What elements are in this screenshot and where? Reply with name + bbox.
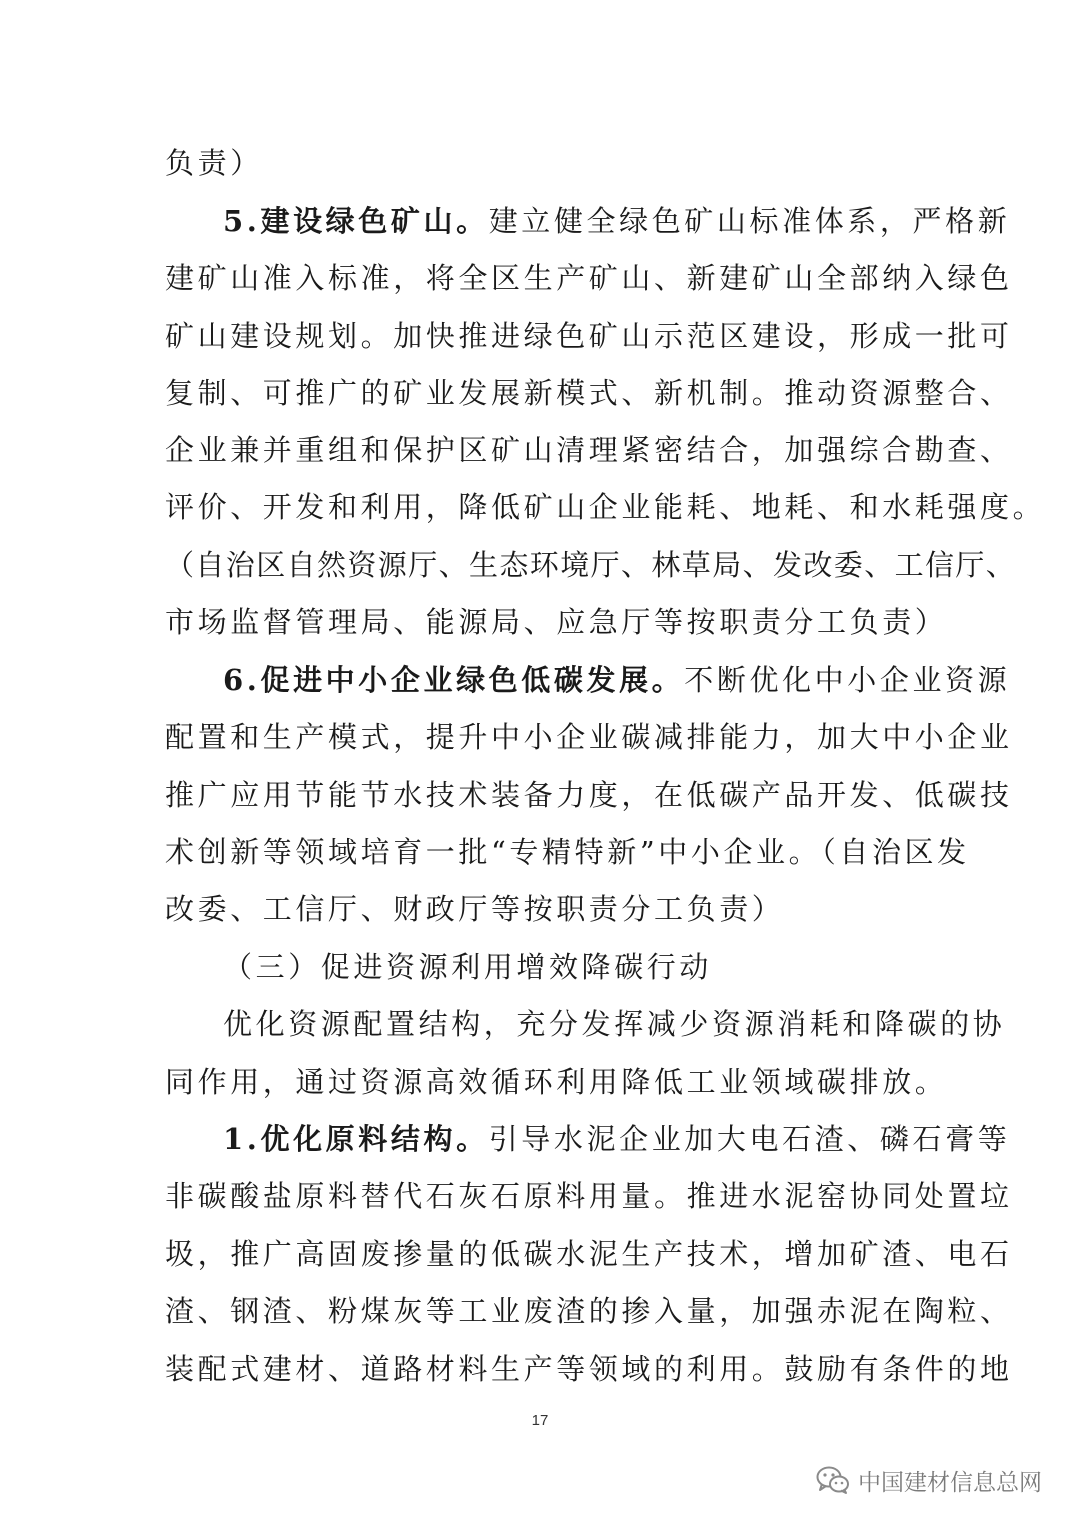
text-line [165, 430, 1013, 470]
section-heading [165, 947, 917, 987]
text-line [165, 1291, 1013, 1331]
text-line [165, 1176, 1013, 1216]
line-text: 推广应用节能节水技术装备力度，在低碳产品开发、低碳技 [165, 778, 1013, 812]
wechat-icon [816, 1465, 850, 1495]
line-text: 改委、工信厅、财政厅等按职责分工负责） [165, 892, 785, 926]
text-line [165, 1004, 1006, 1044]
text-line [165, 1349, 1013, 1389]
line-text: 建矿山准入标准，将全区生产矿山、新建矿山全部纳入绿色 [165, 261, 1013, 295]
item-heading: 1.优化原料结构。 [223, 1122, 489, 1156]
watermark [816, 1462, 1042, 1498]
text-line [165, 545, 1017, 585]
line-text: 同作用，通过资源高效循环利用降低工业领域碳排放。 [165, 1065, 948, 1099]
line-text: 复制、可推广的矿业发展新模式、新机制。推动资源整合、 [165, 376, 1013, 410]
line-text: 配置和生产模式，提升中小企业碳减排能力，加大中小企业 [165, 720, 1013, 754]
line-text: 矿山建设规划。加快推进绿色矿山示范区建设，形成一批可 [165, 319, 1013, 353]
text-line [165, 258, 1013, 298]
line-text: 装配式建材、道路材料生产等领域的利用。鼓励有条件的地 [165, 1352, 1013, 1386]
line-text: 不断优化中小企业资源 [684, 663, 1011, 697]
line-text: （三）促进资源利用增效降碳行动 [223, 950, 713, 984]
paragraph-heading-line [165, 201, 1011, 241]
line-text: 建立健全绿色矿山标准体系，严格新 [488, 204, 1011, 238]
text-line [165, 1234, 1013, 1274]
line-text: 术创新等领域培育一批“专精特新”中小企业。（自治区发 [165, 835, 970, 869]
line-text: 非碳酸盐原料替代石灰石原料用量。推进水泥窑协同处置垃 [165, 1179, 1013, 1213]
line-text: 渣、钢渣、粉煤灰等工业废渣的掺入量，加强赤泥在陶粒、 [165, 1294, 1013, 1328]
paragraph-heading-line [165, 1119, 1011, 1159]
text-line [165, 775, 1013, 815]
line-text: 评价、开发和利用，降低矿山企业能耗、地耗、和水耗强度。 [165, 490, 1046, 524]
text-line [165, 889, 917, 929]
text-line [165, 373, 1013, 413]
text-line [165, 143, 917, 183]
text-line [165, 1062, 948, 1102]
item-heading: 6.促进中小企业绿色低碳发展。 [223, 663, 685, 697]
line-text: 市场监督管理局、能源局、应急厅等按职责分工负责） [165, 605, 948, 639]
text-line [165, 602, 948, 642]
paragraph-heading-line [165, 660, 1011, 700]
text-line [165, 832, 970, 872]
text-line [165, 717, 1013, 757]
watermark-text: 中国建材信息总网 [858, 1469, 1042, 1496]
line-text: 负责） [165, 146, 263, 180]
text-line [165, 316, 1013, 356]
line-text: 优化资源配置结构，充分发挥减少资源消耗和降碳的协 [223, 1007, 1006, 1041]
line-text: 引导水泥企业加大电石渣、磷石膏等 [488, 1122, 1011, 1156]
text-line [165, 487, 1046, 527]
line-text: 圾，推广高固废掺量的低碳水泥生产技术，增加矿渣、电石 [165, 1237, 1013, 1271]
line-text: 企业兼并重组和保护区矿山清理紧密结合，加强综合勘查、 [165, 433, 1013, 467]
item-heading: 5.建设绿色矿山。 [223, 204, 489, 238]
page-number: 17 [531, 1412, 549, 1429]
line-text: （自治区自然资源厅、生态环境厅、林草局、发改委、工信厅、 [165, 548, 1017, 582]
